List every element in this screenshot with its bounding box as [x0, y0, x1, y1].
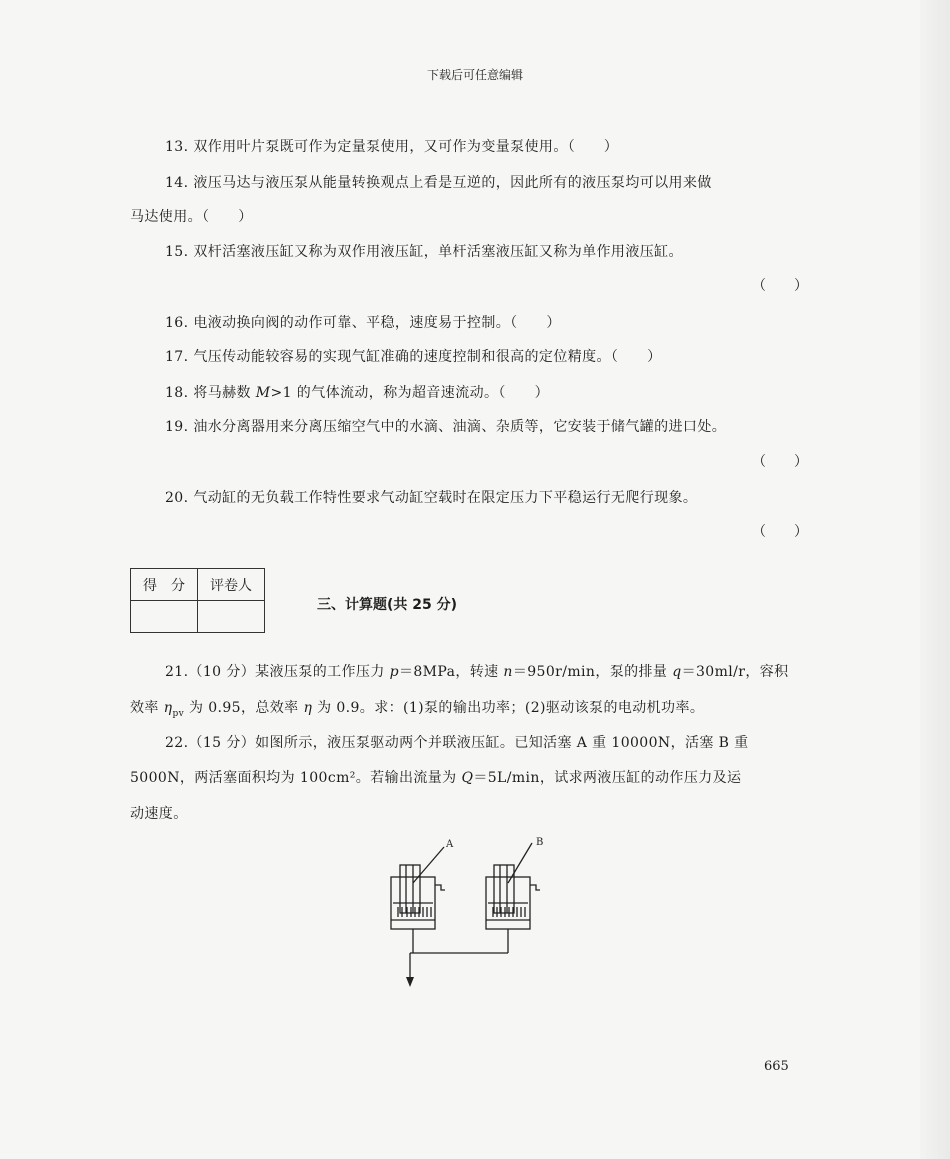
- supply-line: [410, 929, 508, 983]
- parallel-cylinder-diagram: [380, 835, 560, 995]
- q21-text-a: 21.（10 分）某液压泵的工作压力: [165, 664, 390, 680]
- question-14-line1: 14. 液压马达与液压泵从能量转换观点上看是互逆的，因此所有的液压泵均可以用来做: [165, 175, 712, 191]
- q21-text-g: 为 0.9。求：(1)泵的输出功率；(2)驱动该泵的电动机功率。: [312, 700, 705, 716]
- q21-var-n: n: [503, 664, 513, 680]
- page-edge: [920, 0, 950, 1159]
- question-20-answer-blank: （ ）: [752, 524, 808, 540]
- label-a: A: [446, 839, 454, 850]
- q22-var-q: Q: [461, 770, 474, 786]
- question-19-answer-blank: （ ）: [752, 454, 808, 470]
- question-22-line1: 22.（15 分）如图所示，液压泵驱动两个并联液压缸。已知活塞 A 重 10000N，活塞 B 重: [165, 735, 749, 751]
- flow-arrow-icon: [406, 977, 414, 987]
- question-18: [165, 382, 549, 402]
- page-number: 665: [764, 1059, 789, 1074]
- question-15: 15. 双杆活塞液压缸又称为双作用液压缸，单杆活塞液压缸又称为单作用液压缸。: [165, 244, 683, 260]
- question-19: 19. 油水分离器用来分离压缩空气中的水滴、油滴、杂质等，它安装于储气罐的进口处。: [165, 419, 727, 435]
- score-table: [130, 568, 265, 633]
- q22-text-b: ＝5L/min，试求两液压缸的动作压力及运: [473, 770, 742, 786]
- question-15-answer-blank: （ ）: [752, 278, 808, 294]
- section-title: 三、计算题(共 25 分): [317, 597, 458, 613]
- header-note: 下载后可任意编辑: [426, 68, 523, 82]
- label-b: B: [536, 837, 544, 848]
- question-14-line2: 马达使用。（ ）: [130, 209, 253, 225]
- q21-var-q: q: [672, 664, 682, 680]
- q21-var-eta-pv-subscript: pv: [172, 708, 185, 719]
- q21-text-f: 为 0.95，总效率: [184, 700, 304, 716]
- question-20: 20. 气动缸的无负载工作特性要求气动缸空载时在限定压力下平稳运行无爬行现象。: [165, 490, 698, 506]
- q21-text-c: ＝950r/min，泵的排量: [512, 664, 673, 680]
- question-18-prefix: 18. 将马赫数: [165, 385, 256, 401]
- question-16: 16. 电液动换向阀的动作可靠、平稳，速度易于控制。（ ）: [165, 315, 561, 331]
- question-17: 17. 气压传动能较容易的实现气缸准确的速度控制和很高的定位精度。（ ）: [165, 349, 662, 365]
- grader-value-cell: [198, 601, 265, 633]
- score-value-cell: [131, 601, 198, 633]
- q21-text-d: ＝30ml/r，容积: [681, 664, 789, 680]
- q21-var-eta-pv: η: [163, 700, 173, 716]
- q21-var-eta: η: [303, 700, 313, 716]
- cylinder-a: [391, 847, 445, 929]
- question-18-var-m: M: [255, 385, 271, 401]
- question-21-line2: [130, 697, 704, 719]
- question-22-line2: [130, 767, 741, 787]
- question-22-line3: 动速度。: [130, 806, 188, 822]
- question-21-line1: [165, 661, 789, 681]
- q22-text-a: 5000N，两活塞面积均为 100cm²。若输出流量为: [130, 770, 462, 786]
- q21-text-e: 效率: [130, 700, 164, 716]
- q21-text-b: ＝8MPa，转速: [398, 664, 504, 680]
- q21-var-p: p: [389, 664, 399, 680]
- grader-label-cell: 评卷人: [198, 569, 265, 601]
- score-label-cell: 得 分: [131, 569, 198, 601]
- cylinder-b: [486, 843, 540, 929]
- question-18-suffix: >1 的气体流动，称为超音速流动。（ ）: [270, 385, 550, 401]
- question-13: 13. 双作用叶片泵既可作为定量泵使用，又可作为变量泵使用。（ ）: [165, 139, 619, 155]
